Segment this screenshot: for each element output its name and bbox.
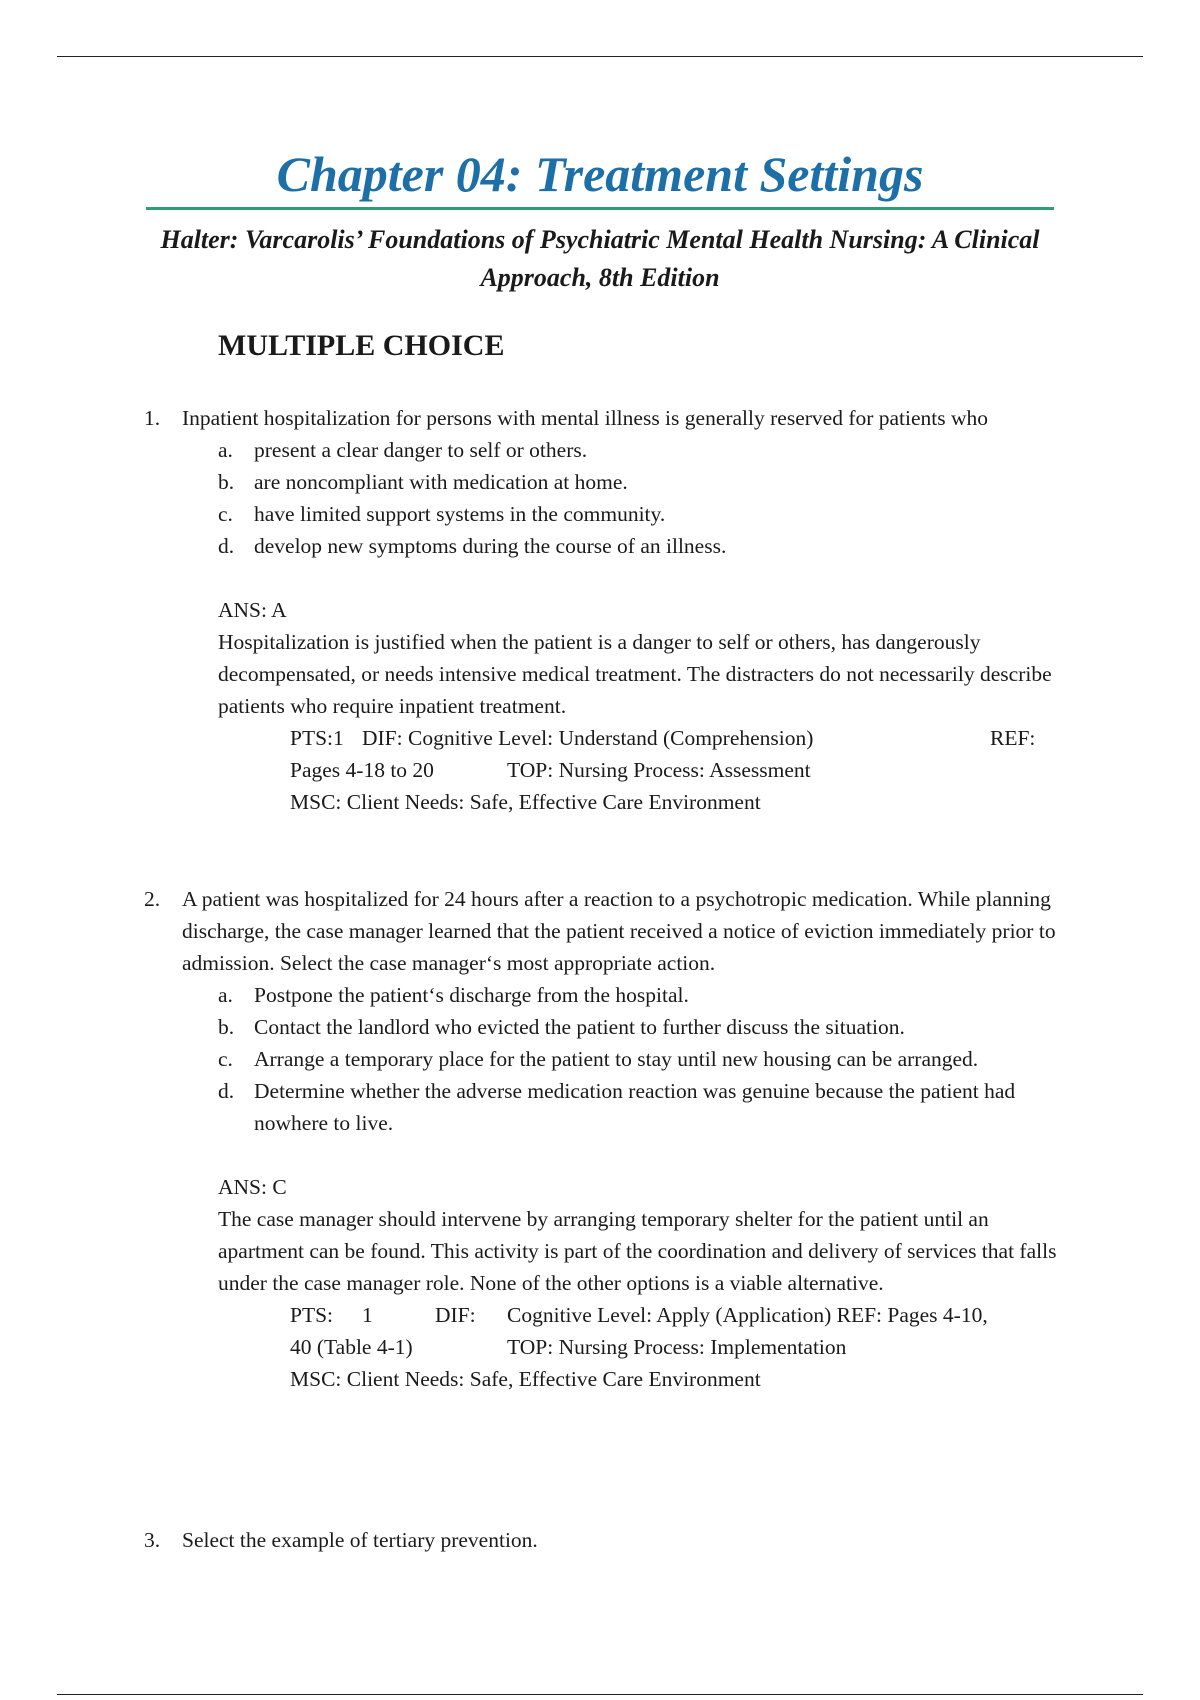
answer-block — [218, 594, 1064, 818]
option-text: Determine whether the adverse medication reaction was genuine because the patient had nowhere to live. — [254, 1079, 1016, 1135]
answer-key: ANS: C — [218, 1175, 287, 1199]
option-b — [218, 466, 1064, 498]
topic: TOP: Nursing Process: Implementation — [507, 1335, 847, 1359]
dif-label: DIF: — [435, 1303, 476, 1327]
option-c — [218, 1043, 1064, 1075]
top-rule — [57, 56, 1143, 57]
pts-label: PTS: — [290, 1303, 334, 1327]
option-c — [218, 498, 1064, 530]
option-letter: b. — [218, 1015, 235, 1039]
option-letter: a. — [218, 983, 233, 1007]
ref-value: 40 (Table 4-1) — [290, 1335, 413, 1359]
question-metadata — [290, 1299, 1064, 1395]
option-letter: c. — [218, 1047, 233, 1071]
rationale: The case manager should intervene by arranging temporary shelter for the patient until an apartment can be found. This activity is part of the coordination and delivery of services that falls under the case manager role. None of the other options is a viable alternative. — [218, 1207, 1057, 1295]
option-text: Contact the landlord who evicted the patient to further discuss the situation. — [254, 1015, 905, 1039]
option-a — [218, 434, 1064, 466]
option-text: are noncompliant with medication at home. — [254, 470, 628, 494]
question-number: 1. — [144, 406, 161, 430]
question-1 — [144, 402, 1064, 818]
ref-value: Pages 4-18 to 20 — [290, 758, 434, 782]
title-underline — [146, 207, 1054, 210]
option-letter: d. — [218, 1079, 235, 1103]
dif: DIF: Cognitive Level: Understand (Comprehension) — [362, 726, 814, 750]
option-letter: b. — [218, 470, 235, 494]
answer-options — [144, 979, 1064, 1139]
option-b — [218, 1011, 1064, 1043]
question-3 — [144, 1524, 1064, 1556]
question-stem: Select the example of tertiary prevention. — [182, 1528, 538, 1552]
option-d — [218, 1075, 1064, 1139]
option-letter: c. — [218, 502, 233, 526]
rationale: Hospitalization is justified when the patient is a danger to self or others, has dangerously decompensated, or needs intensive medical treatment. The distracters do not necessarily describe patients who require inpatient treatment. — [218, 630, 1052, 718]
question-2 — [144, 883, 1064, 1395]
answer-block — [218, 1171, 1064, 1395]
pts-value: 1 — [362, 1303, 373, 1327]
book-subtitle: Halter: Varcarolis’ Foundations of Psychiatric Mental Health Nursing: A Clinical Approach, 8th Edition — [160, 225, 1040, 292]
option-text: Arrange a temporary place for the patient to stay until new housing can be arranged. — [254, 1047, 979, 1071]
msc: MSC: Client Needs: Safe, Effective Care Environment — [290, 1367, 761, 1391]
section-heading: MULTIPLE CHOICE — [218, 329, 505, 362]
pts: PTS:1 — [290, 726, 344, 750]
option-d — [218, 530, 1064, 562]
option-letter: a. — [218, 438, 233, 462]
bottom-rule — [57, 1694, 1143, 1695]
option-letter: d. — [218, 534, 235, 558]
option-text: Postpone the patient‘s discharge from the hospital. — [254, 983, 689, 1007]
answer-options — [144, 434, 1064, 562]
msc: MSC: Client Needs: Safe, Effective Care Environment — [290, 790, 761, 814]
option-text: present a clear danger to self or others. — [254, 438, 588, 462]
chapter-title: Chapter 04: Treatment Settings — [276, 146, 924, 202]
option-a — [218, 979, 1064, 1011]
question-number: 2. — [144, 887, 161, 911]
question-number: 3. — [144, 1528, 161, 1552]
ref-label: REF: — [990, 726, 1036, 750]
topic: TOP: Nursing Process: Assessment — [507, 758, 811, 782]
question-stem: Inpatient hospitalization for persons with mental illness is generally reserved for patients who — [182, 406, 989, 430]
option-text: develop new symptoms during the course of an illness. — [254, 534, 727, 558]
question-metadata — [290, 722, 1064, 818]
option-text: have limited support systems in the community. — [254, 502, 666, 526]
answer-key: ANS: A — [218, 598, 287, 622]
dif-value: Cognitive Level: Apply (Application) REF: Pages 4-10, — [507, 1303, 988, 1327]
question-stem: A patient was hospitalized for 24 hours after a reaction to a psychotropic medication. While planning discharge, the case manager learned that the patient received a notice of eviction immediately prior to admission. Select the case manager‘s most appropriate action. — [182, 887, 1056, 975]
